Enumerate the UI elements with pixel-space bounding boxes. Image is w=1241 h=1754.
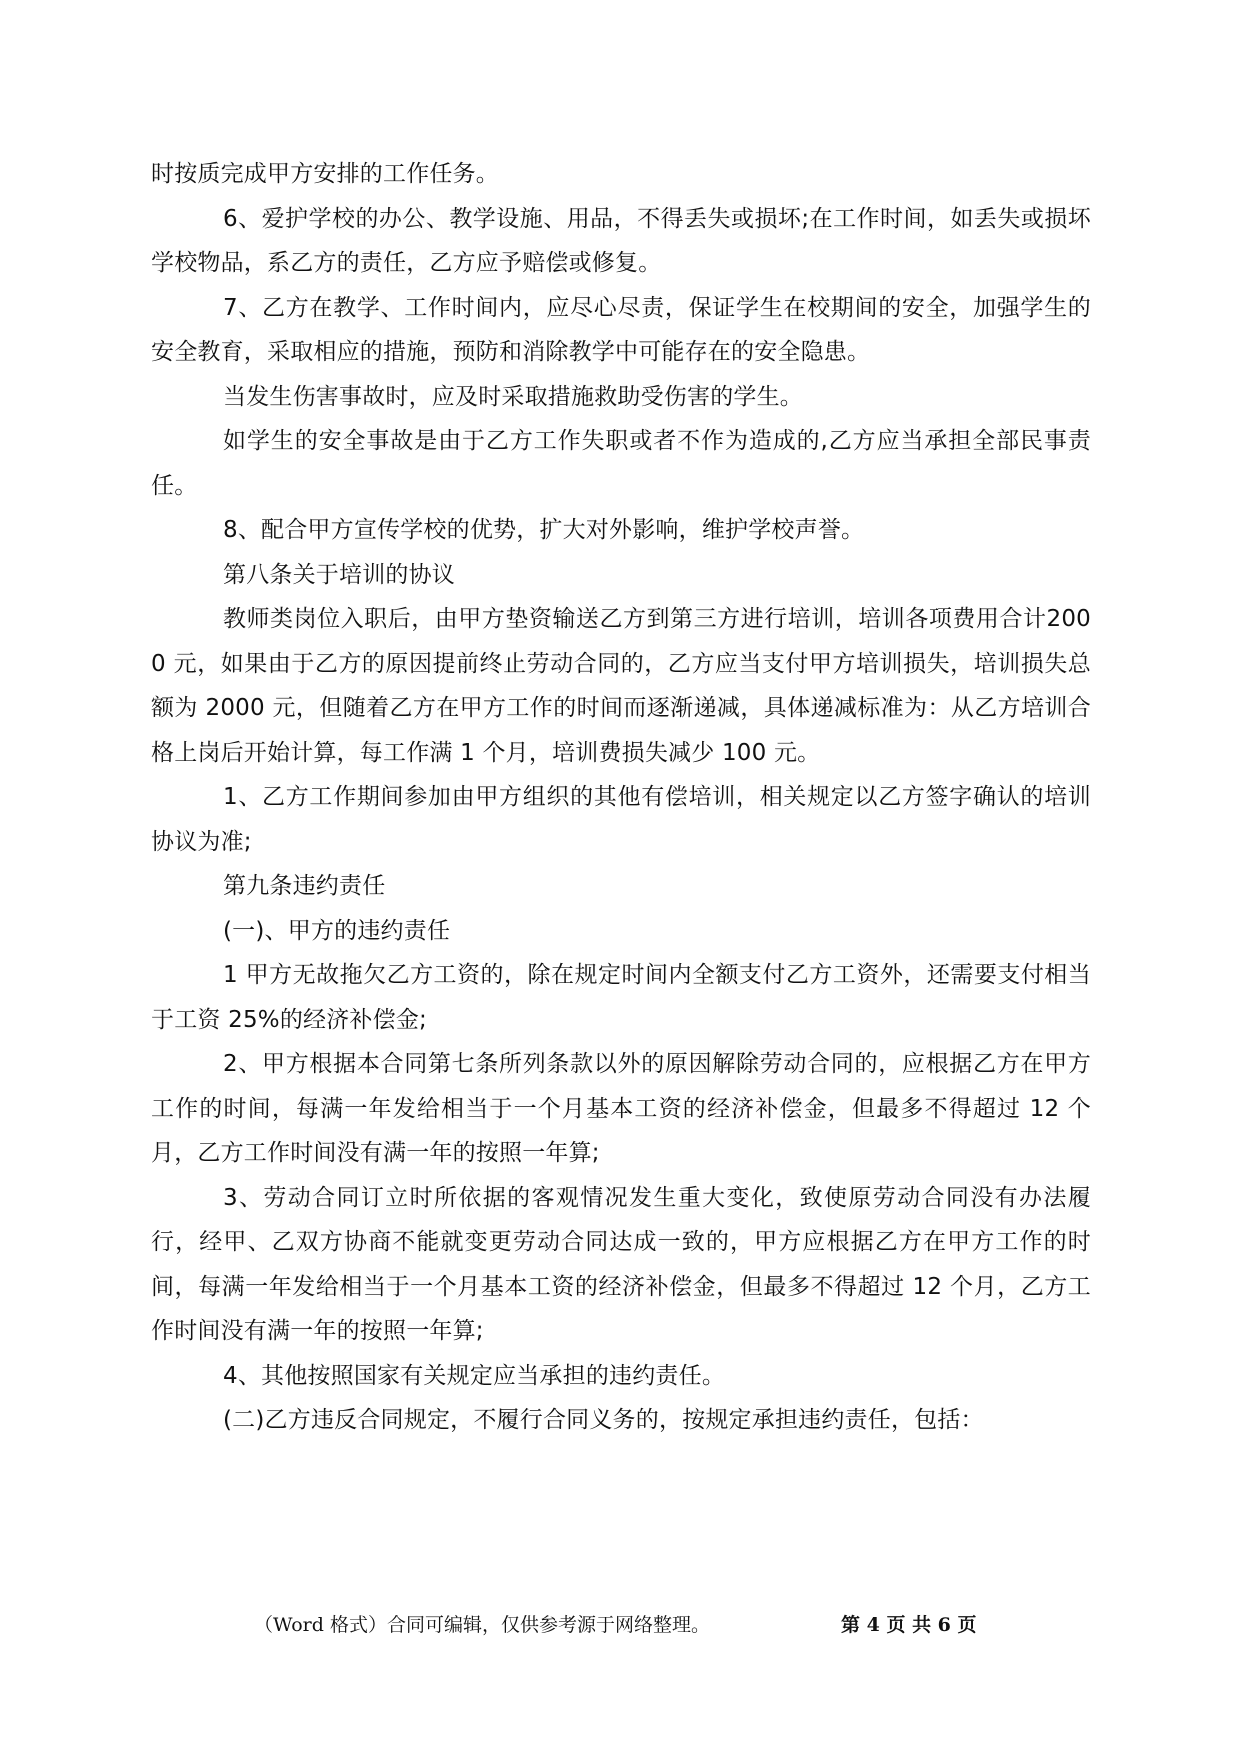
footer-note: （Word 格式）合同可编辑，仅供参考源于网络整理。 [254,1614,710,1636]
paragraph: 4、其他按照国家有关规定应当承担的违约责任。 [223,1362,726,1389]
paragraph: 1 甲方无故拖欠乙方工资的，除在规定时间内全额支付乙方工资外，还需要支付相当于工资 25%的经济补偿金; [151,962,1091,1033]
paragraph: 1、乙方工作期间参加由甲方组织的其他有偿培训，相关规定以乙方签字确认的培训协议为准; [151,784,1091,855]
paragraph: (二)乙方违反合同规定，不履行合同义务的，按规定承担违约责任，包括： [223,1407,984,1433]
paragraph: 7、乙方在教学、工作时间内，应尽心尽责，保证学生在校期间的安全，加强学生的安全教育，采取相应的措施，预防和消除教学中可能存在的安全隐患。 [151,294,1091,365]
paragraph: 如学生的安全事故是由于乙方工作失职或者不作为造成的,乙方应当承担全部民事责任。 [151,428,1091,499]
paragraph: 6、爱护学校的办公、教学设施、用品，不得丢失或损坏;在工作时间，如丢失或损坏学校物品，系乙方的责任，乙方应予赔偿或修复。 [151,205,1091,276]
document-body [151,152,1091,1443]
paragraph: 2、甲方根据本合同第七条所列条款以外的原因解除劳动合同的，应根据乙方在甲方工作的时间，每满一年发给相当于一个月基本工资的经济补偿金，但最多不得超过 12 个月，乙方工作时间没有满一年的按照一年算; [151,1051,1091,1166]
section-heading: 第八条关于培训的协议 [223,561,455,588]
paragraph: 3、劳动合同订立时所依据的客观情况发生重大变化，致使原劳动合同没有办法履行，经甲、乙双方协商不能就变更劳动合同达成一致的，甲方应根据乙方在甲方工作的时间，每满一年发给相当于一个月基本工资的经济补偿金，但最多不得超过 12 个月，乙方工作时间没有满一年的按照一年算; [151,1184,1091,1344]
paragraph: 当发生伤害事故时，应及时采取措施救助受伤害的学生。 [223,383,803,410]
subsection-heading: (一)、甲方的违约责任 [223,917,451,944]
paragraph: 教师类岗位入职后，由甲方垫资输送乙方到第三方进行培训，培训各项费用合计2000 元，如果由于乙方的原因提前终止劳动合同的，乙方应当支付甲方培训损失，培训损失总额为 2000 元，但随着乙方在甲方工作的时间而逐渐递减，具体递减标准为：从乙方培训合格上岗后开始计算，每工作满 1 个月，培训费损失减少 100 元。 [151,606,1091,766]
paragraph: 8、配合甲方宣传学校的优势，扩大对外影响，维护学校声誉。 [223,517,865,543]
page-number: 第 4 页 共 6 页 [841,1614,977,1636]
paragraph: 时按质完成甲方安排的工作任务。 [151,161,499,187]
section-heading: 第九条违约责任 [223,873,386,899]
